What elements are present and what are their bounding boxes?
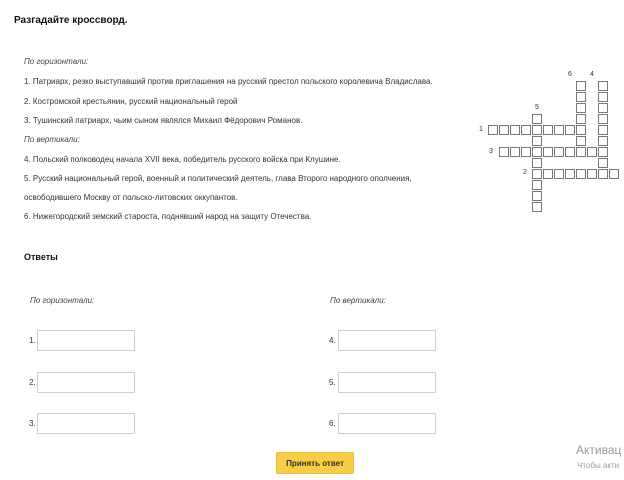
crossword-cell bbox=[565, 169, 575, 179]
crossword-cell bbox=[532, 125, 542, 135]
crossword-cell bbox=[532, 136, 542, 146]
crossword-cell bbox=[598, 158, 608, 168]
crossword-cell bbox=[521, 147, 531, 157]
activation-watermark: Активац bbox=[576, 443, 622, 457]
crossword-cell bbox=[576, 147, 586, 157]
submit-answer-button[interactable]: Принять ответ bbox=[276, 452, 354, 474]
crossword-cell bbox=[565, 147, 575, 157]
crossword-cell bbox=[598, 103, 608, 113]
crossword-cell bbox=[499, 125, 509, 135]
answer-1-input[interactable] bbox=[37, 330, 135, 351]
crossword-cell bbox=[598, 114, 608, 124]
crossword-number-3: 3 bbox=[489, 148, 493, 155]
answer-6-number: 6. bbox=[329, 419, 336, 428]
crossword-cell bbox=[576, 169, 586, 179]
answer-4-input[interactable] bbox=[338, 330, 436, 351]
across-clue-2: 2. Костромской крестьянин, русский национальный герой bbox=[24, 97, 238, 106]
answer-3-input[interactable] bbox=[37, 413, 135, 434]
crossword-cell bbox=[532, 191, 542, 201]
down-clue-5: 5. Русский национальный герой, военный и политический деятель, глава Второго народного ополчения, bbox=[24, 174, 412, 183]
crossword-cell bbox=[576, 92, 586, 102]
crossword-cell bbox=[609, 169, 619, 179]
task-title: Разгадайте кроссворд. bbox=[14, 15, 128, 26]
down-clue-4: 4. Польский полководец начала XVII века, победитель русского войска при Клушине. bbox=[24, 155, 341, 164]
crossword-cell bbox=[598, 147, 608, 157]
crossword-cell bbox=[565, 125, 575, 135]
crossword-number-5: 5 bbox=[535, 104, 539, 111]
crossword-cell bbox=[598, 169, 608, 179]
crossword-number-2: 2 bbox=[523, 169, 527, 176]
crossword-cell bbox=[543, 125, 553, 135]
crossword-cell bbox=[510, 147, 520, 157]
crossword-cell bbox=[554, 169, 564, 179]
crossword-cell bbox=[554, 125, 564, 135]
crossword-cell bbox=[576, 114, 586, 124]
across-clue-3: 3. Тушинский патриарх, чьим сыном являлся Михаил Фёдорович Романов. bbox=[24, 116, 303, 125]
crossword-cell bbox=[554, 147, 564, 157]
crossword-cell bbox=[532, 147, 542, 157]
crossword-cell bbox=[587, 169, 597, 179]
crossword-cell bbox=[576, 103, 586, 113]
crossword-cell bbox=[598, 92, 608, 102]
crossword-cell bbox=[576, 81, 586, 91]
crossword-cell bbox=[521, 125, 531, 135]
down-clue-5-cont: освободившего Москву от польско-литовских оккупантов. bbox=[24, 193, 238, 202]
crossword-cell bbox=[598, 125, 608, 135]
answer-3-number: 3. bbox=[29, 419, 36, 428]
answer-1-number: 1. bbox=[29, 336, 36, 345]
crossword-cell bbox=[499, 147, 509, 157]
crossword-cell bbox=[532, 202, 542, 212]
crossword-cell bbox=[532, 169, 542, 179]
answer-2-input[interactable] bbox=[37, 372, 135, 393]
answer-5-number: 5. bbox=[329, 378, 336, 387]
crossword-cell bbox=[576, 125, 586, 135]
answer-6-input[interactable] bbox=[338, 413, 436, 434]
answers-title: Ответы bbox=[24, 252, 58, 262]
crossword-cell bbox=[532, 158, 542, 168]
across-clue-1: 1. Патриарх, резко выступавший против приглашения на русский престол польского королевича Владислава. bbox=[24, 77, 433, 86]
down-heading: По вертикали: bbox=[24, 135, 80, 144]
crossword-cell bbox=[543, 147, 553, 157]
crossword-cell bbox=[587, 147, 597, 157]
crossword-cell bbox=[598, 136, 608, 146]
crossword-cell bbox=[598, 81, 608, 91]
activation-watermark-subtext: Чтобы акти bbox=[577, 461, 620, 470]
crossword-cell bbox=[576, 136, 586, 146]
answer-2-number: 2. bbox=[29, 378, 36, 387]
crossword-number-6: 6 bbox=[568, 71, 572, 78]
across-heading: По горизонтали: bbox=[24, 57, 89, 66]
crossword-cell bbox=[488, 125, 498, 135]
crossword-cell bbox=[532, 180, 542, 190]
crossword-number-4: 4 bbox=[590, 71, 594, 78]
answer-4-number: 4. bbox=[329, 336, 336, 345]
answers-down-label: По вертикали: bbox=[330, 296, 386, 305]
crossword-number-1: 1 bbox=[479, 126, 483, 133]
crossword-cell bbox=[532, 114, 542, 124]
crossword-cell bbox=[543, 169, 553, 179]
crossword-cell bbox=[510, 125, 520, 135]
down-clue-6: 6. Нижегородский земский староста, поднявший народ на защиту Отечества. bbox=[24, 212, 312, 221]
answers-across-label: По горизонтали: bbox=[30, 296, 95, 305]
answer-5-input[interactable] bbox=[338, 372, 436, 393]
